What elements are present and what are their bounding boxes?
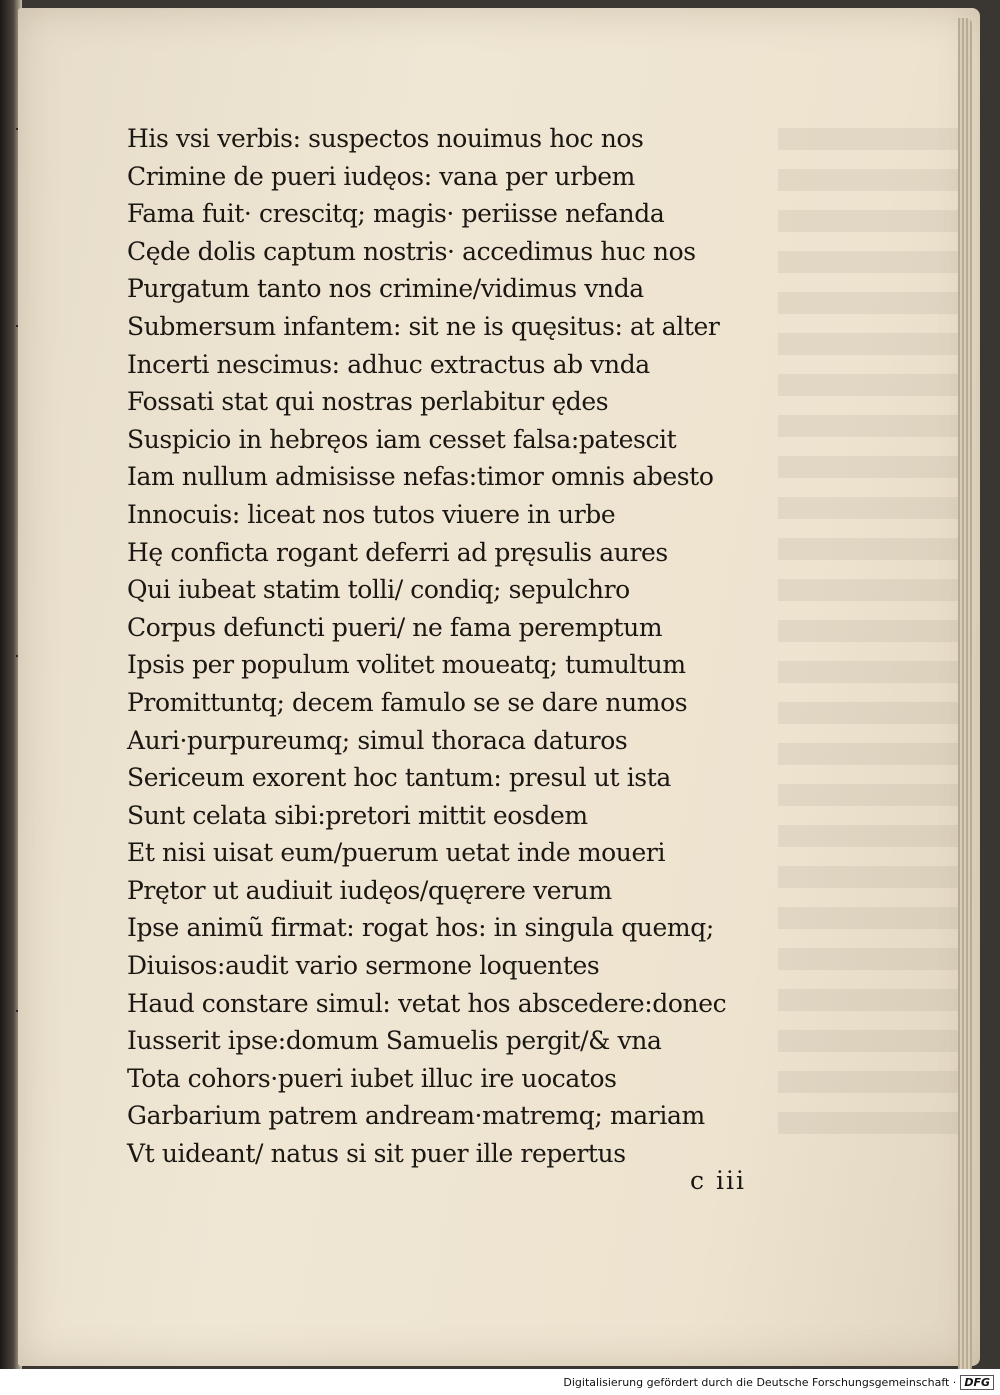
verse-line: Hę conficta rogant deferri ad pręsulis aures bbox=[127, 537, 668, 567]
verse-line: Sericeum exorent hoc tantum: presul ut ista bbox=[127, 763, 671, 793]
verse-line: Vt uideant/ natus si sit puer ille repertus bbox=[127, 1139, 626, 1169]
verse-line: Corpus defuncti pueri/ ne fama peremptum bbox=[127, 612, 663, 642]
verse-line: Crimine de pueri iudęos: vana per urbem bbox=[127, 161, 635, 191]
verse-line: Ipsis per populum volitet moueatq; tumultum bbox=[127, 650, 686, 680]
verse-line: Garbarium patrem andream·matremq; mariam bbox=[127, 1101, 705, 1131]
verse-line: Sunt celata sibi:pretori mittit eosdem bbox=[127, 800, 588, 830]
verse-line: Et nisi uisat eum/puerum uetat inde moueri bbox=[127, 838, 666, 868]
page-edges bbox=[958, 18, 972, 1373]
verse-line: Prętor ut audiuit iudęos/quęrere verum bbox=[127, 875, 612, 905]
verse-line: Innocuis: liceat nos tutos viuere in urbe bbox=[127, 499, 616, 529]
verse-line: Fossati stat qui nostras perlabitur ędes bbox=[127, 387, 609, 417]
verse-line: Ipse animũ firmat: rogat hos: in singula quemq; bbox=[127, 913, 714, 943]
verse-line: Diuisos:audit vario sermone loquentes bbox=[127, 951, 600, 981]
verse-line: Iam nullum admisisse nefas:timor omnis abesto bbox=[127, 462, 714, 492]
gathering-signature: c iii bbox=[690, 1166, 746, 1195]
funding-credit: Digitalisierung gefördert durch die Deutsche Forschungsgemeinschaft · bbox=[563, 1375, 957, 1389]
digitization-footer bbox=[0, 1369, 1000, 1395]
verse-line: Cęde dolis captum nostris· accedimus huc nos bbox=[127, 236, 696, 266]
verse-text-block bbox=[127, 120, 807, 1173]
verse-line: Tota cohors·pueri iubet illuc ire uocatos bbox=[127, 1063, 617, 1093]
verse-line: Purgatum tanto nos crimine/vidimus vnda bbox=[127, 274, 644, 304]
verse-line: Suspicio in hebręos iam cesset falsa:patescit bbox=[127, 424, 677, 454]
verse-line: Qui iubeat statim tolli/ condiq; sepulchro bbox=[127, 575, 630, 605]
verse-line: Promittuntq; decem famulo se se dare numos bbox=[127, 687, 688, 717]
verse-line: Submersum infantem: sit ne is quęsitus: at alter bbox=[127, 311, 720, 341]
verse-line: Incerti nescimus: adhuc extractus ab vnda bbox=[127, 349, 650, 379]
verse-line: Fama fuit· crescitq; magis· periisse nefanda bbox=[127, 199, 665, 229]
dfg-logo: DFG bbox=[960, 1375, 994, 1390]
verse-line: Auri·purpureumq; simul thoraca daturos bbox=[127, 725, 628, 755]
verse-line: Haud constare simul: vetat hos abscedere:donec bbox=[127, 988, 727, 1018]
verse-line: His vsi verbis: suspectos nouimus hoc nos bbox=[127, 124, 644, 153]
verse-line: Iusserit ipse:domum Samuelis pergit/& vna bbox=[127, 1026, 662, 1056]
